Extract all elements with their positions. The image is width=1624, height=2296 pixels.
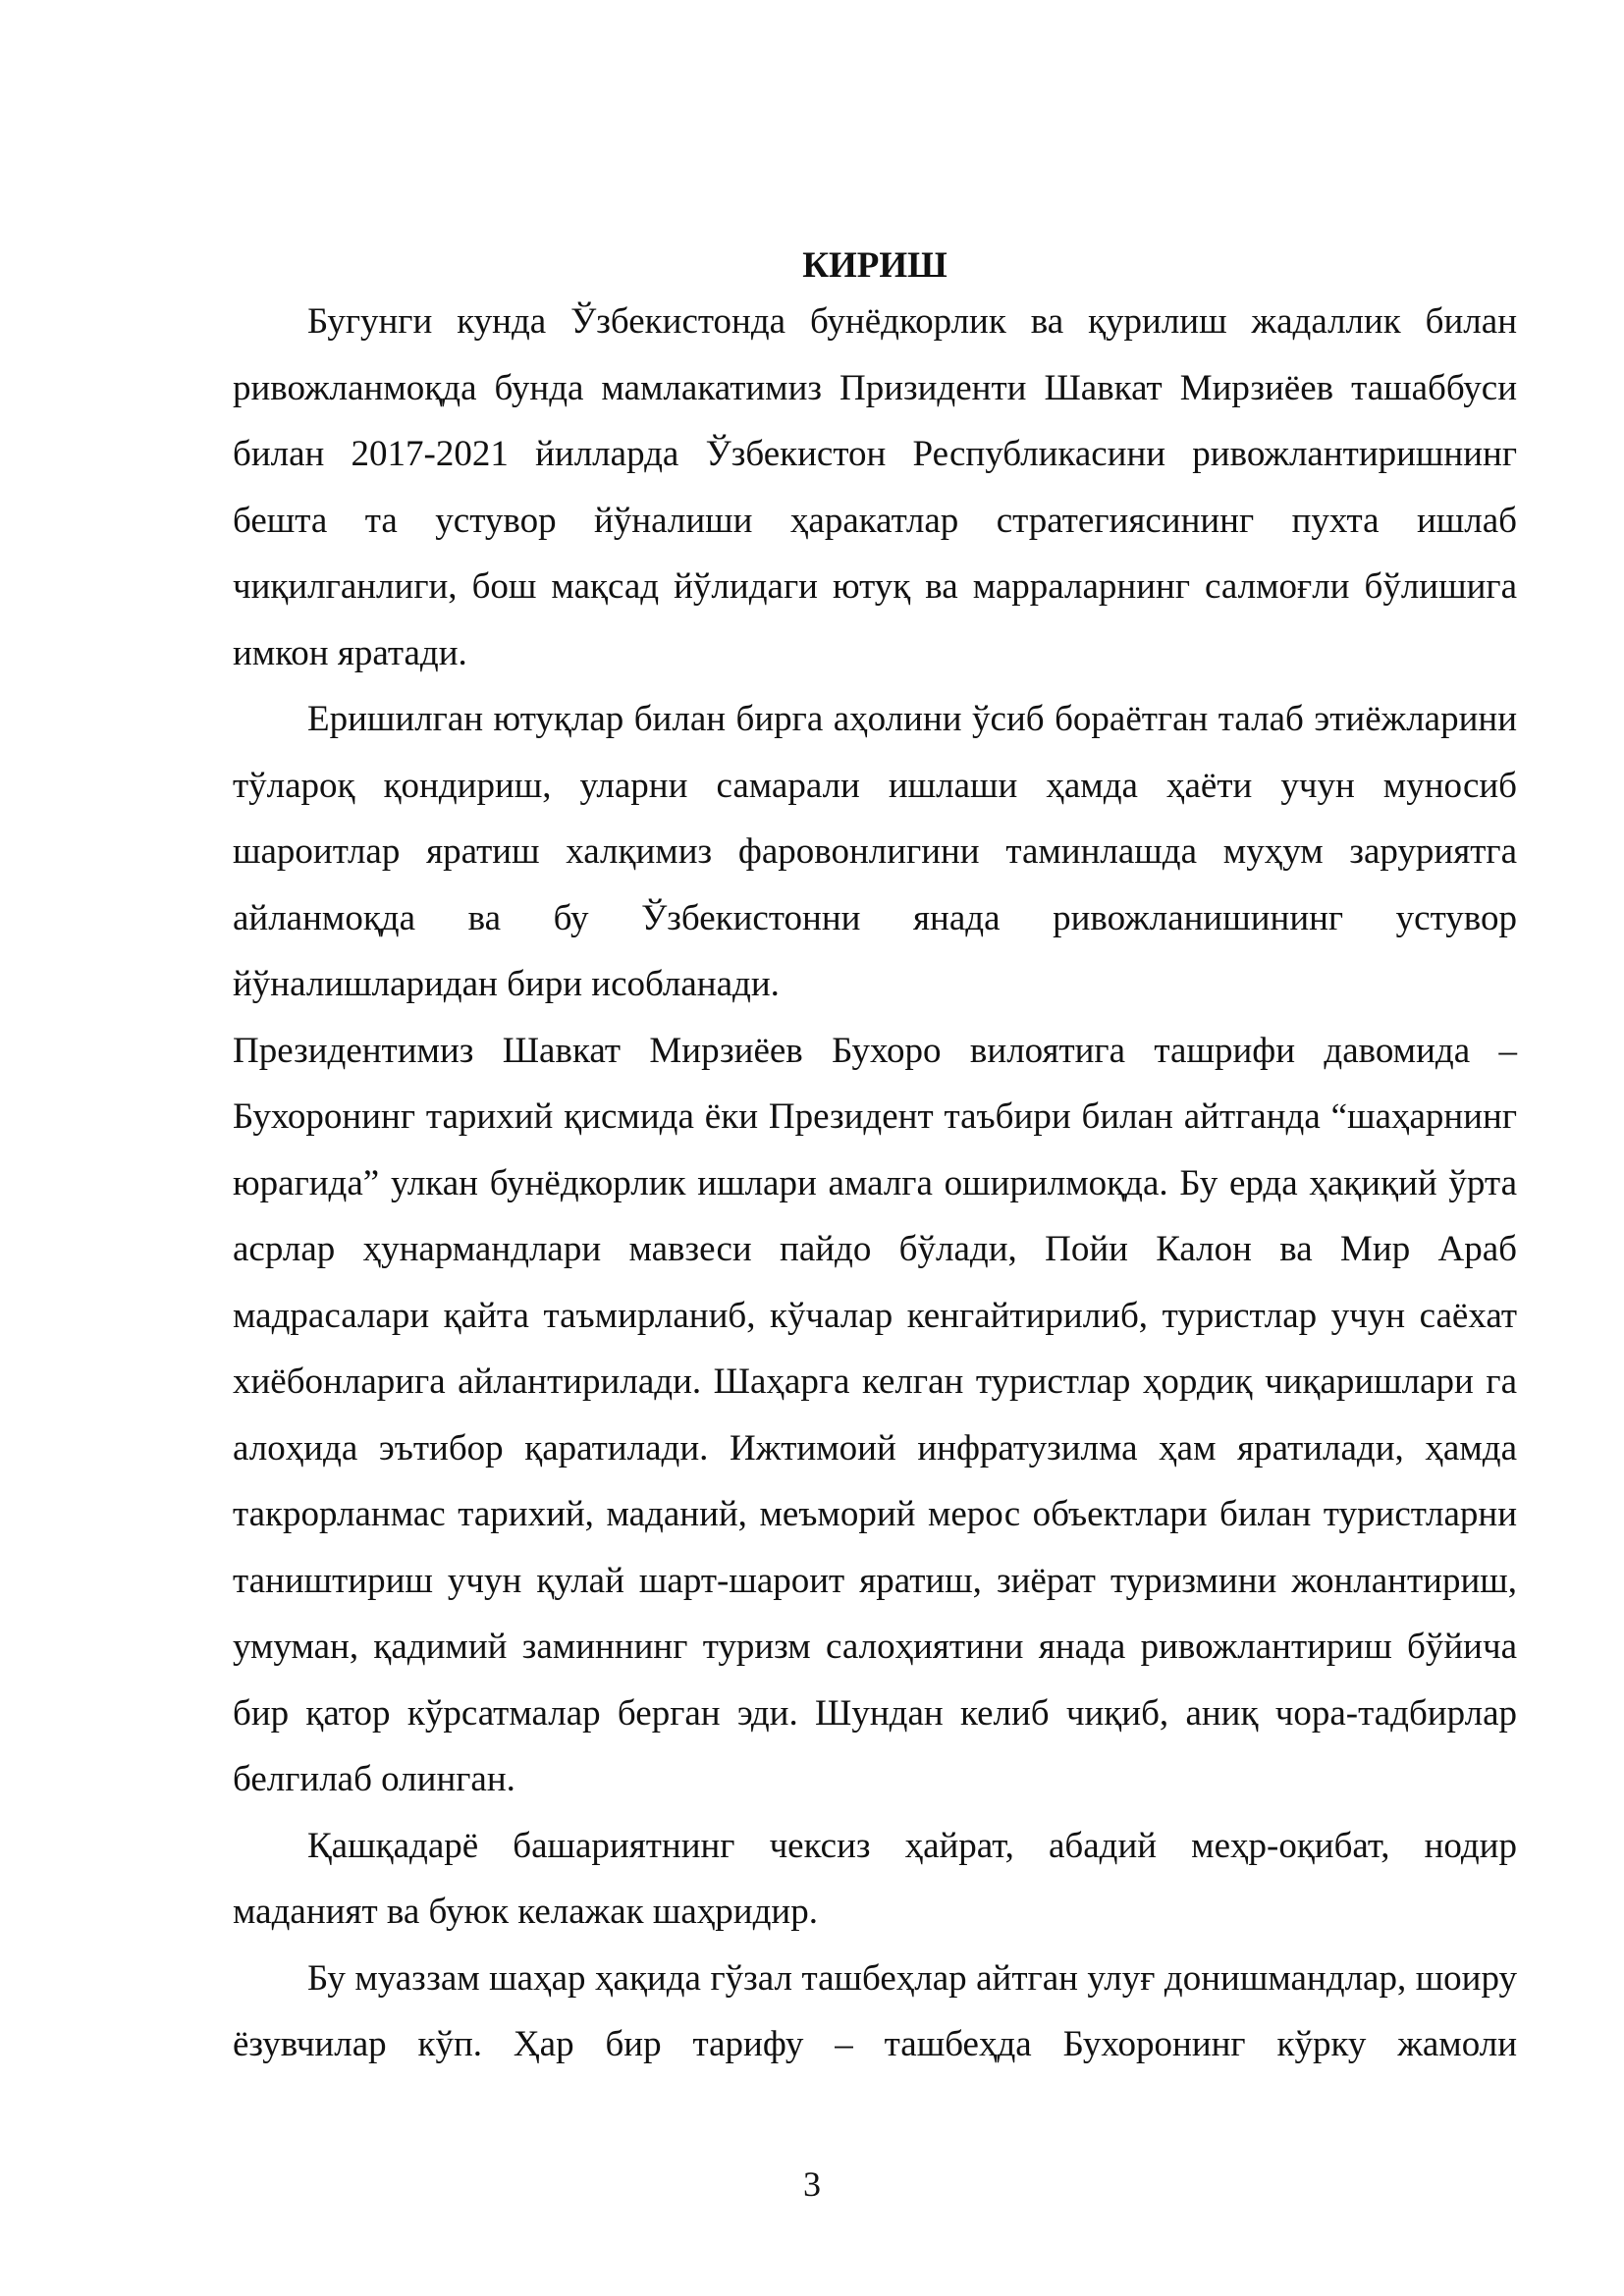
document-body bbox=[233, 243, 1517, 2078]
paragraph-4: Қашқадарё башариятнинг чексиз ҳайрат, абадий меҳр-оқибат, нодир маданият ва буюк келажак шаҳридир. bbox=[233, 1825, 1517, 1932]
paragraph-5: Бу муаззам шаҳар ҳақида гўзал ташбеҳлар айтган улуғ донишмандлар, шоиру ёзувчилар кўп. Ҳар бир тарифу – ташбеҳда Бухоронинг кўрку жамоли bbox=[233, 1957, 1517, 2064]
paragraph-2: Еришилган ютуқлар билан бирга аҳолини ўсиб бораётган талаб этиёжларини тўлароқ қондириш, уларни самарали ишлаши ҳамда ҳаёти учун муносиб шароитлар яратиш халқимиз фаровонлигини таминлашда муҳум заруриятга айланмоқда ва бу Ўзбекистонни янада ривожланишининг устувор йўналишларидан бири исобланади. bbox=[233, 699, 1517, 1004]
paragraph-1: Бугунги кунда Ўзбекистонда бунёдкорлик ва қурилиш жадаллик билан ривожланмоқда бунда мамлакатимиз Призиденти Шавкат Мирзиёев ташаббуси билан 2017-2021 йилларда Ўзбекистон Республикасини ривожлантиришнинг бешта та устувор йўналиши ҳаракатлар стратегиясининг пухта ишлаб чиқилганлиги, бош мақсад йўлидаги ютуқ ва марраларнинг салмоғли бўлишига имкон яратади. bbox=[233, 301, 1517, 673]
paragraph-3: Президентимиз Шавкат Мирзиёев Бухоро вилоятига ташрифи давомида – Бухоронинг тарихий қисмида ёки Президент таъбири билан айтганда “шаҳарнинг юрагида” улкан бунёдкорлик ишлари амалга оширилмоқда. Бу ерда ҳақиқий ўрта асрлар ҳунармандлари мавзеси пайдо бўлади, Пойи Калон ва Мир Араб мадрасалари қайта таъмирланиб, кўчалар кенгайтирилиб, туристлар учун саёхат хиёбонларига айлантирилади. Шаҳарга келган туристлар ҳордиқ чиқаришлари га алоҳида эътибор қаратилади. Ижтимоий инфратузилма ҳам яратилади, ҳамда такрорланмас тарихий, маданий, меъморий мерос объектлари билан туристларни таништириш учун қулай шарт-шароит яратиш, зиёрат туризмини жонлантириш, умуман, қадимий заминнинг туризм салоҳиятини янада ривожлантириш бўйича бир қатор кўрсатмалар берган эди. Шундан келиб чиқиб, аниқ чора-тадбирлар белгилаб олинган. bbox=[233, 1030, 1517, 1799]
section-title: КИРИШ bbox=[802, 245, 947, 286]
page-number: 3 bbox=[803, 2164, 821, 2204]
